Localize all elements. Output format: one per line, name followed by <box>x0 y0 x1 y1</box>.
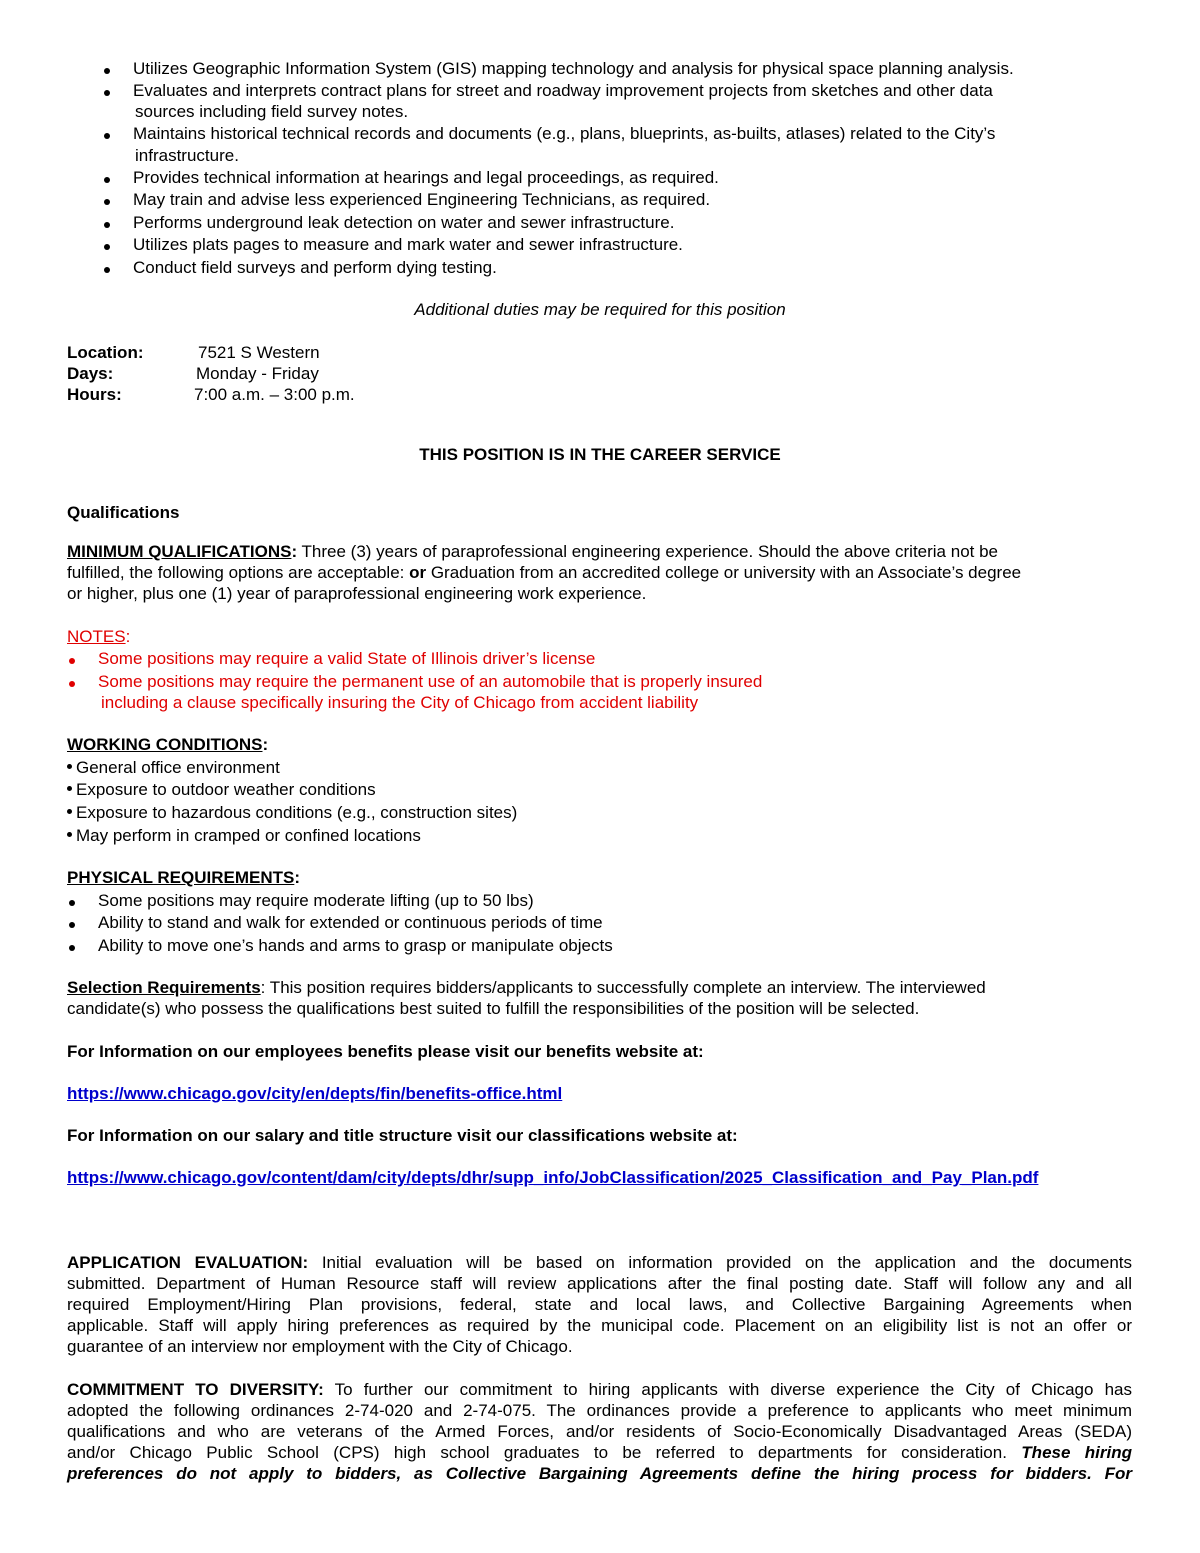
physical-item: Some positions may require moderate lifting (up to 50 lbs) <box>98 891 534 910</box>
duty-item: Performs underground leak detection on water and sewer infrastructure. <box>133 213 675 232</box>
bullet-icon <box>104 199 110 205</box>
notes-heading <box>67 626 130 648</box>
diversity-line <box>67 1442 1132 1464</box>
duty-item-continued: infrastructure. <box>135 146 239 165</box>
diversity-label: COMMITMENT TO DIVERSITY: <box>67 1380 324 1399</box>
bullet-icon <box>69 922 75 928</box>
qualifications-heading: Qualifications <box>67 503 180 522</box>
diversity-text: To further our commitment to hiring applicants with diverse experience the City of Chicago has <box>323 1380 1133 1399</box>
minimum-line-1 <box>67 541 998 563</box>
hours-label: Hours: <box>67 385 122 404</box>
bullet-icon <box>104 90 110 96</box>
minimum-label: MINIMUM QUALIFICATIONS <box>67 542 292 561</box>
note-item: Some positions may require a valid State of Illinois driver’s license <box>98 649 596 668</box>
physical-item: Ability to move one’s hands and arms to grasp or manipulate objects <box>98 936 613 955</box>
selection-label: Selection Requirements <box>67 978 261 997</box>
bullet-icon <box>104 68 110 74</box>
duty-item: Utilizes Geographic Information System (GIS) mapping technology and analysis for physical space planning analysis. <box>133 59 1014 78</box>
selection-line-2: candidate(s) who possess the qualifications best suited to fulfill the responsibilities of the position will be selected. <box>67 999 920 1018</box>
diversity-text: and/or Chicago Public School (CPS) high school graduates to be referred to departments for consideration. <box>67 1443 1022 1462</box>
evaluation-line: applicable. Staff will apply hiring preferences as required by the municipal code. Placement on an eligibility list is not an offer or <box>67 1316 1132 1335</box>
working-item <box>67 779 376 801</box>
location-value: 7521 S Western <box>198 343 320 362</box>
duty-item: Evaluates and interprets contract plans for street and roadway improvement projects from sketches and other data <box>133 81 993 100</box>
minimum-line-2 <box>67 562 1021 584</box>
evaluation-text: Initial evaluation will be based on information provided on the application and the documents <box>308 1253 1132 1272</box>
benefits-text: For Information on our employees benefits please visit our benefits website at: <box>67 1042 704 1061</box>
bullet-icon <box>67 832 72 837</box>
minimum-line-3: or higher, plus one (1) year of paraprofessional engineering work experience. <box>67 584 647 603</box>
bullet-icon <box>104 177 110 183</box>
working-item <box>67 825 421 847</box>
working-item-text: Exposure to hazardous conditions (e.g., construction sites) <box>76 803 518 822</box>
working-item <box>67 757 280 779</box>
working-label: WORKING CONDITIONS <box>67 735 263 754</box>
bullet-icon <box>104 222 110 228</box>
note-item-continued: including a clause specifically insuring the City of Chicago from accident liability <box>101 693 699 712</box>
diversity-line: adopted the following ordinances 2-74-020 and 2-74-075. The ordinances provide a preference to applicants who meet minimum <box>67 1401 1132 1420</box>
evaluation-line: submitted. Department of Human Resource staff will review applications after the final posting date. Staff will follow any and all <box>67 1274 1132 1293</box>
bullet-icon <box>69 681 75 687</box>
hours-value: 7:00 a.m. – 3:00 p.m. <box>194 385 355 404</box>
bullet-icon <box>69 945 75 951</box>
selection-text: : This position requires bidders/applicants to successfully complete an interview. The interviewed <box>260 978 986 997</box>
diversity-line: qualifications and who are veterans of the Armed Forces, and/or residents of Socio-Economically Disadvantaged Areas (SEDA) <box>67 1422 1132 1441</box>
evaluation-label: APPLICATION EVALUATION: <box>67 1253 309 1272</box>
evaluation-line: guarantee of an interview nor employment with the City of Chicago. <box>67 1337 573 1356</box>
minimum-text: Graduation from an accredited college or university with an Associate’s degree <box>426 563 1022 582</box>
additional-duties-note: Additional duties may be required for this position <box>414 300 786 319</box>
location-label: Location: <box>67 343 144 362</box>
bullet-icon <box>67 764 72 769</box>
evaluation-line <box>67 1252 1132 1274</box>
minimum-or: or <box>409 563 427 582</box>
days-label: Days: <box>67 364 114 383</box>
working-item-text: May perform in cramped or confined locations <box>76 826 421 845</box>
bullet-icon <box>69 900 75 906</box>
working-item-text: Exposure to outdoor weather conditions <box>76 780 376 799</box>
diversity-emphasis: These hiring <box>1021 1443 1132 1462</box>
duty-item: Provides technical information at hearings and legal proceedings, as required. <box>133 168 719 187</box>
duty-item: Conduct field surveys and perform dying testing. <box>133 258 497 277</box>
notes-label: NOTES <box>67 627 126 646</box>
minimum-colon: : <box>291 542 298 561</box>
bullet-icon <box>104 267 110 273</box>
bullet-icon <box>67 809 72 814</box>
working-heading <box>67 734 268 756</box>
days-value: Monday - Friday <box>196 364 319 383</box>
duty-item: Utilizes plats pages to measure and mark water and sewer infrastructure. <box>133 235 683 254</box>
salary-link[interactable]: https://www.chicago.gov/content/dam/city/depts/dhr/supp_info/JobClassification/2025_Classification_and_Pay_Plan.pdf <box>67 1168 1039 1187</box>
physical-item: Ability to stand and walk for extended or continuous periods of time <box>98 913 603 932</box>
bullet-icon <box>67 786 72 791</box>
notes-colon: : <box>125 627 131 646</box>
duty-item: Maintains historical technical records and documents (e.g., plans, blueprints, as-builts, atlases) related to the City’s <box>133 124 996 143</box>
salary-text: For Information on our salary and title structure visit our classifications website at: <box>67 1126 738 1145</box>
evaluation-line: required Employment/Hiring Plan provisions, federal, state and local laws, and Collective Bargaining Agreements when <box>67 1295 1132 1314</box>
diversity-line <box>67 1379 1132 1401</box>
benefits-link[interactable]: https://www.chicago.gov/city/en/depts/fin/benefits-office.html <box>67 1084 563 1103</box>
career-service-heading: THIS POSITION IS IN THE CAREER SERVICE <box>419 445 781 464</box>
working-colon: : <box>262 735 269 754</box>
note-item: Some positions may require the permanent use of an automobile that is properly insured <box>98 672 763 691</box>
minimum-text: fulfilled, the following options are acceptable: <box>67 563 410 582</box>
diversity-line: preferences do not apply to bidders, as Collective Bargaining Agreements define the hiring process for bidders. For <box>67 1464 1132 1483</box>
minimum-text: Three (3) years of paraprofessional engineering experience. Should the above criteria not be <box>297 542 999 561</box>
physical-label: PHYSICAL REQUIREMENTS <box>67 868 295 887</box>
selection-line-1 <box>67 977 986 999</box>
working-item-text: General office environment <box>76 758 280 777</box>
physical-colon: : <box>294 868 300 887</box>
physical-heading <box>67 867 300 889</box>
bullet-icon <box>104 244 110 250</box>
bullet-icon <box>104 133 110 139</box>
working-item <box>67 802 517 824</box>
duty-item-continued: sources including field survey notes. <box>135 102 409 121</box>
bullet-icon <box>69 658 75 664</box>
duty-item: May train and advise less experienced Engineering Technicians, as required. <box>133 190 711 209</box>
